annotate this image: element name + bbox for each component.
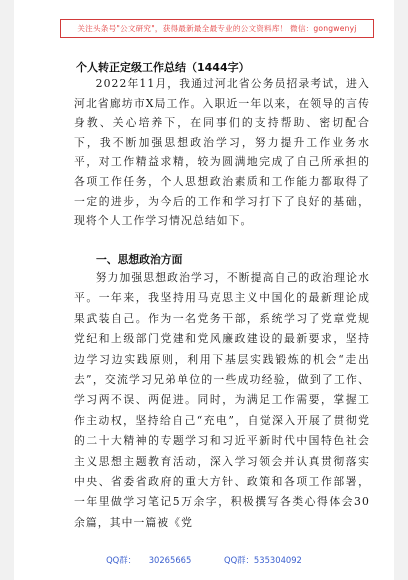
section-body-block <box>74 268 370 546</box>
intro-paragraph: 2022年11月，我通过河北省公务员招录考试，进入河北省廊坊市X局工作。入职近一年以来，在领导的言传身教、关心培养下，在同事们的支持帮助、密切配合下，我不断加强思想政治学习，努力提升工作业务水平，对工作精益求精，较为圆满地完成了自己所承担的各项工作任务，个人思想政治素质和工作能力都取得了一定的进步，为今后的工作和学习打下了良好的基础，现将个人工作学习情况总结如下。 <box>74 77 370 228</box>
footer-contact <box>14 554 394 566</box>
intro-paragraph-block <box>74 74 370 231</box>
footer-qq-group-2: QQ群：535304092 <box>224 555 302 565</box>
document-title: 个人转正定级工作总结（1444字） <box>76 61 250 74</box>
section-heading: 一、思想政治方面 <box>96 253 183 266</box>
promo-banner: 关注头条号"公文研究"，获得最新最全最专业的公文资料库！ 微信：gongwenyj <box>60 19 374 38</box>
footer-qq-group-1: QQ群： 30265665 <box>106 555 192 565</box>
section-paragraph: 努力加强思想政治学习，不断提高自己的政治理论水平。一年来，我坚持用马克思主义中国化的最新理论成果武装自己。作为一名党务干部，系统学习了党章党规党纪和上级部门党建和党风廉政建设的最新要求，坚持边学习边实践原则，利用下基层实践锻炼的机会“走出去”，交流学习兄弟单位的一些成功经验，做到了工作、学习两不误、两促进。同时，为满足工作需要，掌握工作主动权，坚持给自己“充电”，自觉深入开展了贯彻党的二十大精神的专题学习和习近平新时代中国特色社会主义思想主题教育活动，深入学习领会并认真贯彻落实中央、省委省政府的重大方针、政策和各项工作部署，一年里做学习笔记5万余字，积极撰写各类心得体会30余篇，其中一篇被《党 <box>74 271 370 529</box>
document-page <box>14 0 394 580</box>
